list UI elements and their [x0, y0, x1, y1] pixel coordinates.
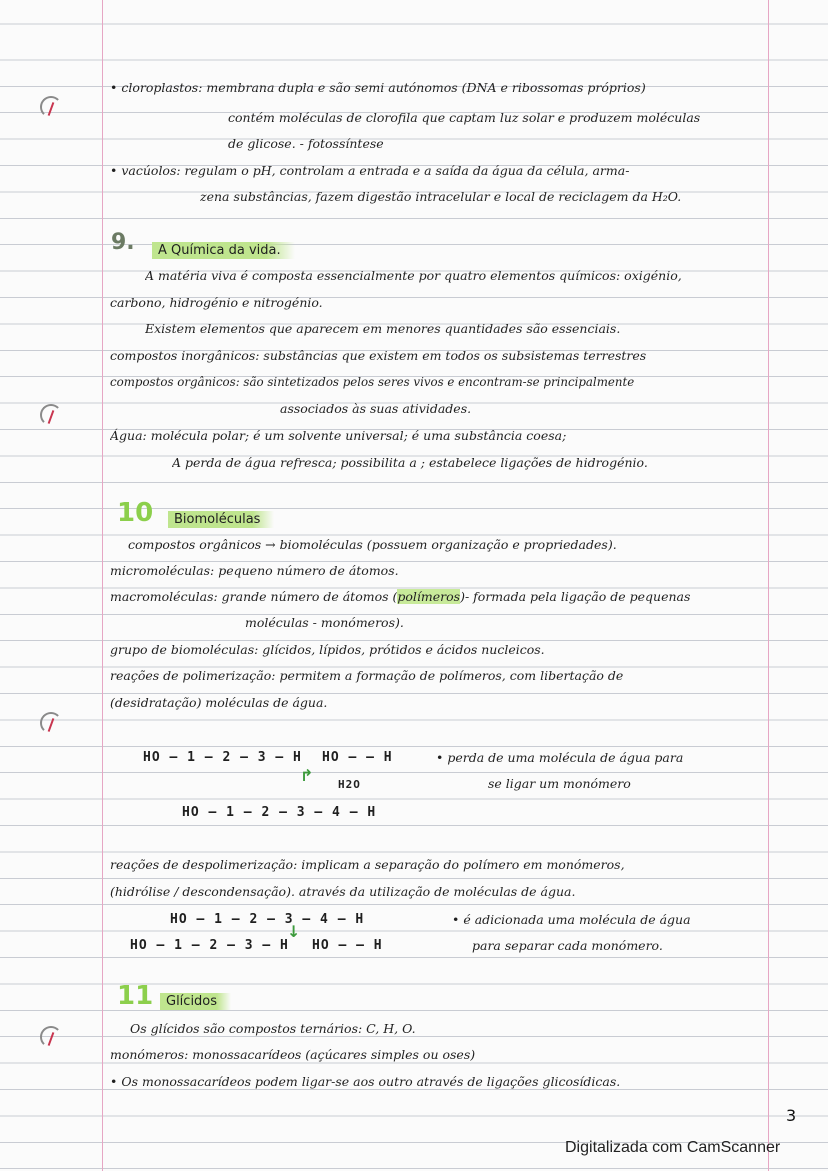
text-line: Água: molécula polar; é um solvente universal; é uma substância coesa; [110, 428, 567, 443]
left-margin-line [102, 0, 103, 1171]
down-arrow-icon: ↓ [287, 922, 301, 941]
formula-polymer: HO — 1 — 2 — 3 — 4 — H [182, 805, 377, 820]
text-line: contém moléculas de clorofila que captam luz solar e produzem moléculas [228, 110, 701, 125]
page-number: 3 [786, 1106, 797, 1125]
text-line: compostos orgânicos → biomoléculas (possuem organização e propriedades). [128, 537, 617, 552]
formula-polymer: HO — 1 — 2 — 3 — 4 — H [170, 912, 365, 927]
text-line: A perda de água refresca; possibilita a ; estabelece ligações de hidrogénio. [172, 455, 648, 470]
text-line: associados às suas atividades. [280, 401, 472, 416]
section-title: Glícidos [160, 993, 231, 1010]
text-line: (desidratação) moléculas de água. [110, 695, 328, 710]
text-line: • vacúolos: regulam o pH, controlam a entrada e a saída da água da célula, arma- [110, 163, 630, 178]
text-line: compostos inorgânicos: substâncias que existem em todos os subsistemas terrestres [110, 348, 647, 363]
binder-hole-icon [40, 404, 62, 426]
diagram-note: para separar cada monómero. [472, 938, 663, 953]
text-line: Os glícidos são compostos ternários: C, H, O. [130, 1021, 416, 1036]
text-line: (hidrólise / descondensação). através da utilização de moléculas de água. [110, 884, 576, 899]
text-line: grupo de biomoléculas: glícidos, lípidos, prótidos e ácidos nucleicos. [110, 642, 545, 657]
section-title: Biomoléculas [168, 511, 274, 528]
formula-monomer: HO — — H [322, 750, 393, 765]
text-line: A matéria viva é composta essencialmente por quatro elementos químicos: oxigénio, [145, 268, 682, 283]
text-line: carbono, hidrogénio e nitrogénio. [110, 295, 323, 310]
text-line: reações de polimerização: permitem a formação de polímeros, com libertação de [110, 668, 624, 683]
diagram-note: se ligar um monómero [488, 776, 631, 791]
binder-hole-icon [40, 712, 62, 734]
diagram-note: • é adicionada uma molécula de água [452, 912, 691, 927]
formula-monomer-chain: HO — 1 — 2 — 3 — H [143, 750, 302, 765]
section-title: A Química da vida. [152, 242, 295, 259]
text-line: • Os monossacarídeos podem ligar-se aos outro através de ligações glicosídicas. [110, 1074, 621, 1089]
text-line: moléculas - monómeros). [245, 615, 404, 630]
section-number: 9. [111, 230, 135, 255]
formula-water: H2O [338, 778, 361, 791]
text-line: de glicose. - fotossíntese [228, 136, 384, 151]
formula-monomer-chain: HO — 1 — 2 — 3 — H [130, 938, 289, 953]
right-margin-line [768, 0, 769, 1171]
text-line: reações de despolimerização: implicam a separação do polímero em monómeros, [110, 857, 625, 872]
text-line: micromoléculas: pequeno número de átomos. [110, 563, 399, 578]
diagram-note: • perda de uma molécula de água para [436, 750, 684, 765]
binder-hole-icon [40, 96, 62, 118]
scanner-watermark: Digitalizada com CamScanner [565, 1139, 781, 1156]
text-line: zena substâncias, fazem digestão intracelular e local de reciclagem da H₂O. [200, 189, 682, 204]
curved-arrow-icon: ↱ [300, 766, 314, 785]
section-number: 10 [117, 498, 154, 528]
text-line: Existem elementos que aparecem em menores quantidades são essenciais. [145, 321, 621, 336]
binder-hole-icon [40, 1026, 62, 1048]
text-line: monómeros: monossacarídeos (açúcares simples ou oses) [110, 1047, 476, 1062]
section-number: 11 [117, 981, 154, 1011]
text-line: compostos orgânicos: são sintetizados pelos seres vivos e encontram-se principalmente [110, 375, 635, 389]
formula-monomer: HO — — H [312, 938, 383, 953]
text-line: • cloroplastos: membrana dupla e são semi autónomos (DNA e ribossomas próprios) [110, 80, 646, 95]
text-line: macromoléculas: grande número de átomos (polímeros)- formada pela ligação de pequenas [110, 589, 691, 604]
